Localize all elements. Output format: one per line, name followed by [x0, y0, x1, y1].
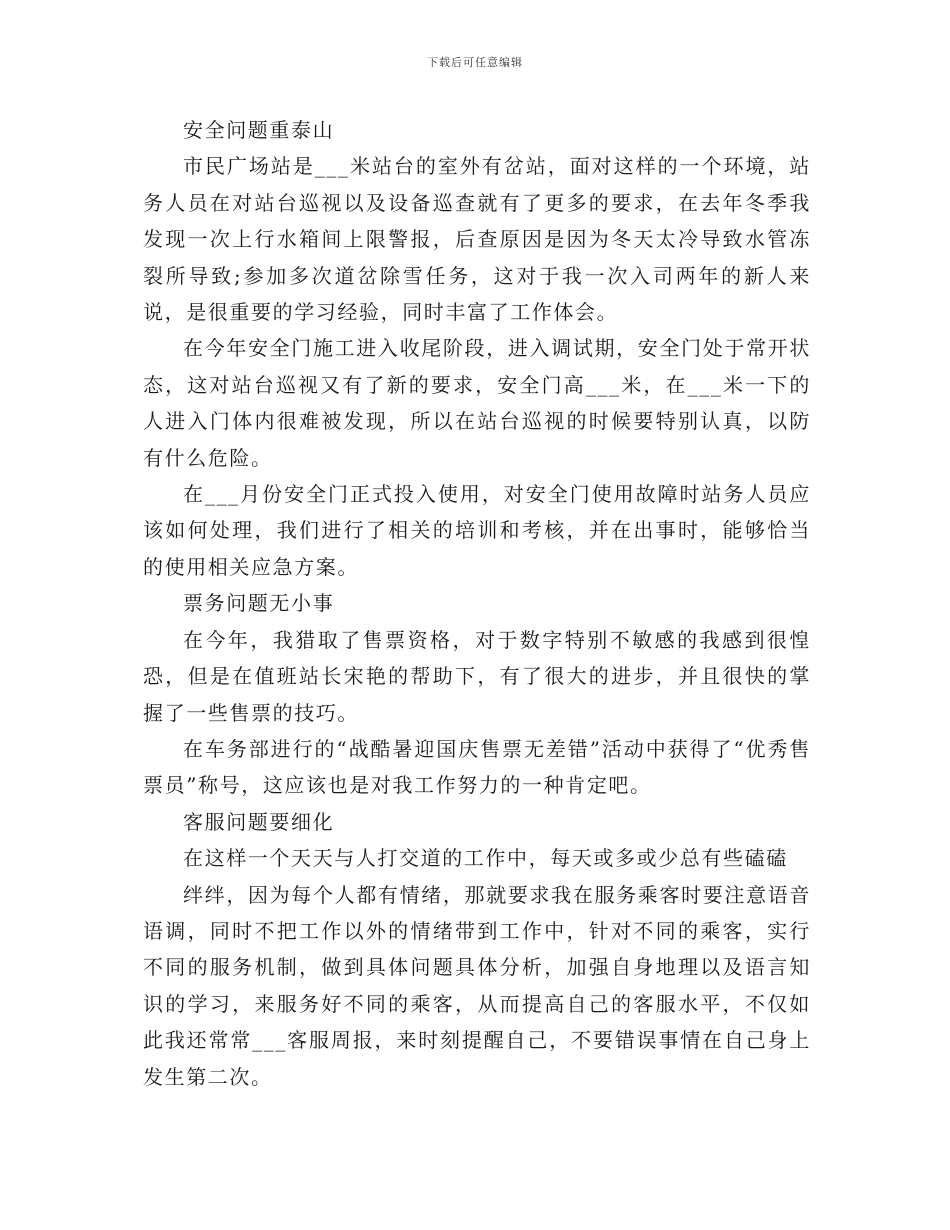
paragraph: 在___月份安全门正式投入使用，对安全门使用故障时站务人员应该如何处理，我们进行了相关的培训和考核，并在出事时，能够恰当的使用相关应急方案。 — [143, 482, 811, 579]
section-heading-ticketing: 票务问题无小事 — [183, 591, 335, 616]
paragraph: 在这样一个天天与人打交道的工作中，每天或多或少总有些磕磕 — [183, 846, 788, 871]
paragraph: 绊绊，因为每个人都有情绪，那就要求我在服务乘客时要注意语音语调，同时不把工作以外的情绪带到工作中，针对不同的乘客，实行不同的服务机制，做到具体问题具体分析，加强自身地理以及语言知识的学习，来服务好不同的乘客，从而提高自己的客服水平，不仅如此我还常常___客服周报，来时刻提醒自己，不要错误事情在自己身上发生第二次。 — [143, 882, 811, 1089]
page-header: 下载后可任意编辑 — [427, 56, 523, 69]
document-body — [143, 112, 811, 1095]
paragraph: 在车务部进行的“战酷暑迎国庆售票无差错”活动中获得了“优秀售票员”称号，这应该也是对我工作努力的一种肯定吧。 — [143, 736, 811, 798]
section-heading-customer-service: 客服问题要细化 — [183, 809, 335, 834]
section-heading-safety: 安全问题重泰山 — [183, 118, 335, 142]
paragraph: 在今年安全门施工进入收尾阶段，进入调试期，安全门处于常开状态，这对站台巡视又有了新的要求，安全门高___米，在___米一下的人进入门体内很难被发现，所以在站台巡视的时候要特别认真，以防有什么危险。 — [143, 336, 811, 470]
paragraph: 在今年，我猎取了售票资格，对于数字特别不敏感的我感到很惶恐，但是在值班站长宋艳的帮助下，有了很大的进步，并且很快的掌握了一些售票的技巧。 — [143, 627, 811, 725]
paragraph: 市民广场站是___米站台的室外有岔站，面对这样的一个环境，站务人员在对站台巡视以及设备巡查就有了更多的要求，在去年冬季我发现一次上行水箱间上限警报，后查原因是因为冬天太冷导致水管冻裂所导致;参加多次道岔除雪任务，这对于我一次入司两年的新人来说，是很重要的学习经验，同时丰富了工作体会。 — [143, 154, 811, 325]
